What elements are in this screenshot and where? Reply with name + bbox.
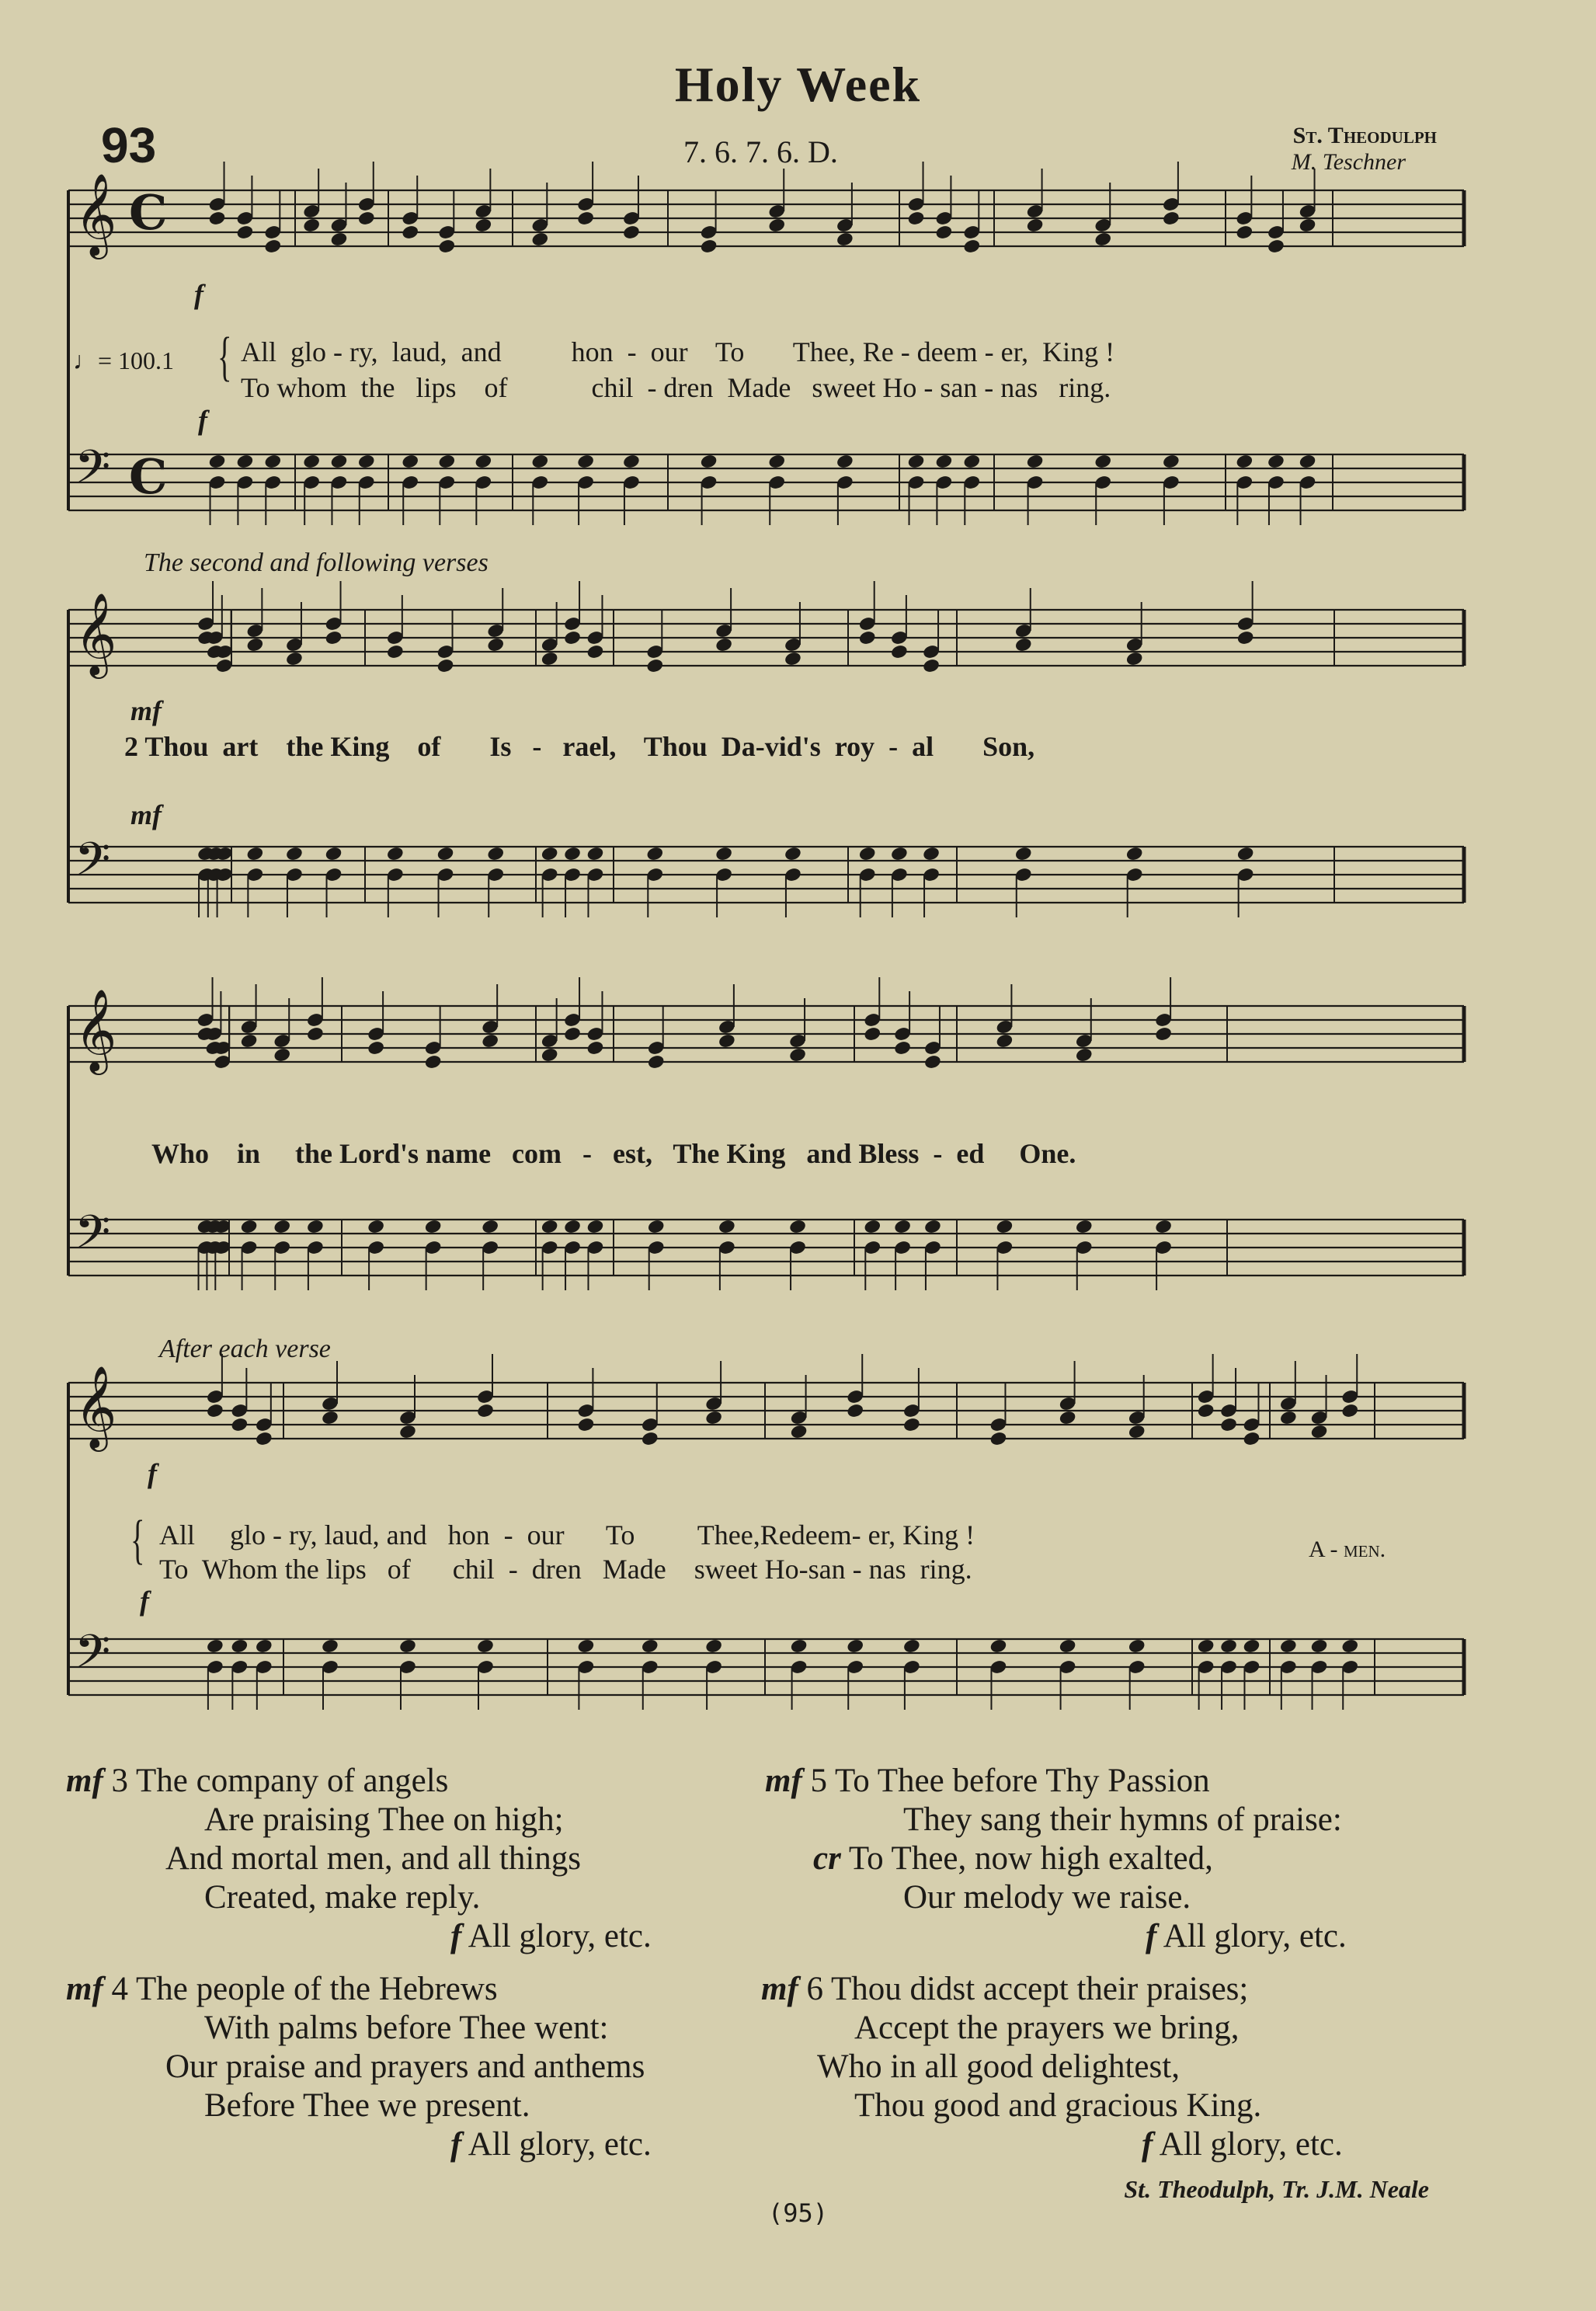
dynamic-forte-refrain-bass: f	[140, 1585, 149, 1617]
svg-text:𝄞: 𝄞	[75, 988, 117, 1071]
lyrics-refrain-1: All glo - ry, laud, and hon - our To Thee,Redeem- er, King !	[159, 1519, 975, 1551]
instruction-after-each-verse: After each verse	[159, 1335, 331, 1363]
meter: 7. 6. 7. 6. D.	[683, 134, 838, 169]
hymn-number: 93	[101, 117, 157, 173]
svg-text:𝄢: 𝄢	[75, 1205, 111, 1270]
svg-text:𝄢: 𝄢	[75, 440, 111, 505]
verse-3: mf 3 The company of angels Are praising Thee on high; And mortal men, and all things Created, make reply. f All glory, etc.	[66, 1763, 652, 1954]
dynamic-mezzo-forte: mf	[130, 695, 162, 726]
credit-line: St. Theodulph, Tr. J.M. Neale	[1124, 2175, 1429, 2203]
lyrics-verse-2: 2 Thou art the King of Is - rael, Thou Da-vid's roy - al Son,	[124, 731, 1035, 762]
dynamic-forte-refrain: f	[148, 1458, 157, 1489]
dynamic-forte: f	[194, 279, 203, 310]
amen-label: A - men.	[1309, 1537, 1386, 1562]
svg-text:C: C	[129, 448, 168, 505]
composer: M. Teschner	[1291, 149, 1406, 175]
tempo-marking: ♩= 100.1	[73, 346, 175, 374]
svg-text:𝄞: 𝄞	[75, 592, 117, 675]
page-title: Holy Week	[674, 57, 922, 112]
lyrics-verse-1b: To whom the lips of chil - dren Made sweet Ho - san - nas ring.	[241, 372, 1111, 403]
svg-text:C: C	[129, 184, 168, 241]
svg-text:𝄞: 𝄞	[75, 1365, 117, 1448]
verse-5: mf 5 To Thee before Thy Passion They sang their hymns of praise: cr To Thee, now high exalted, Our melody we raise. f All glory, etc.	[765, 1763, 1347, 1954]
lyrics-verse-2b: Who in the Lord's name com - est, The King and Bless - ed One.	[151, 1138, 1076, 1169]
dynamic-forte-bass: f	[198, 405, 207, 436]
brace-left-refrain: {	[130, 1510, 145, 1570]
instruction-following-verses: The second and following verses	[144, 548, 489, 577]
dynamic-mezzo-forte-bass: mf	[130, 799, 162, 830]
page-number: (95)	[767, 2198, 829, 2228]
verse-4: mf 4 The people of the Hebrews With palms before Thee went: Our praise and prayers and anthems Before Thee we present. f All glory, etc.	[66, 1971, 652, 2163]
tune-name: St. Theodulph	[1292, 123, 1437, 148]
verse-6: mf 6 Thou didst accept their praises; Accept the prayers we bring, Who in all good delightest, Thou good and gracious King. f All glory, etc.	[761, 1971, 1343, 2163]
svg-text:𝄢: 𝄢	[75, 832, 111, 897]
lyrics-refrain-2: To Whom the lips of chil - dren Made sweet Ho-san - nas ring.	[159, 1554, 972, 1585]
lyrics-verse-1: All glo - ry, laud, and hon - our To Thee, Re - deem - er, King !	[241, 336, 1115, 367]
brace-left: {	[217, 327, 232, 387]
svg-text:𝄞: 𝄞	[75, 172, 117, 256]
svg-text:𝄢: 𝄢	[75, 1624, 111, 1690]
